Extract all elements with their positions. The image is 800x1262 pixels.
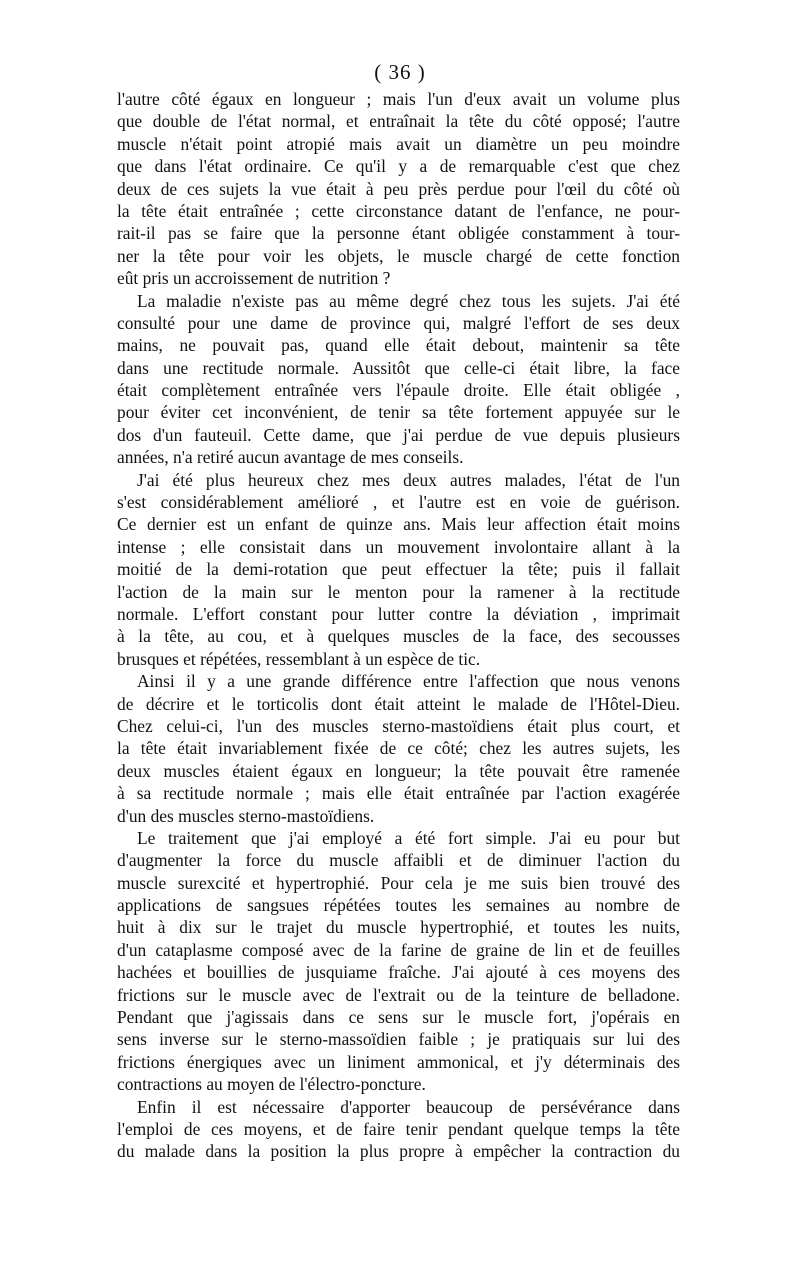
paragraph-end-line: années, n'a retiré aucun avantage de mes conseils. <box>117 447 464 468</box>
paragraph-end-line: eût pris un accroissement de nutrition ? <box>117 268 391 289</box>
paragraph-start-line: Ainsi il y a une grande différence entre l'affection que nous venons <box>137 671 680 692</box>
text-line: d'un cataplasme composé avec de la farine de graine de lin et de feuilles <box>117 939 680 960</box>
paragraph-end-line: brusques et répétées, ressemblant à un espèce de tic. <box>117 648 481 669</box>
text-line: normale. L'effort constant pour lutter contre la déviation , imprimait <box>117 603 680 624</box>
text-line: deux muscles étaient égaux en longueur; la tête pouvait être ramenée <box>117 760 680 781</box>
body-text <box>117 88 680 1163</box>
text-line: huit à dix sur le trajet du muscle hypertrophié, et toutes les nuits, <box>117 917 680 938</box>
text-line: rait-il pas se faire que la personne étant obligée constamment à tour- <box>117 223 680 244</box>
text-line: sens inverse sur le sterno-massoïdien faible ; je pratiquais sur lui des <box>117 1029 680 1050</box>
text-line: hachées et bouillies de jusquiame fraîche. J'ai ajouté à ces moyens des <box>117 962 680 983</box>
text-line: d'augmenter la force du muscle affaibli et de diminuer l'action du <box>117 850 680 871</box>
text-line: Ce dernier est un enfant de quinze ans. Mais leur affection était moins <box>117 514 680 535</box>
paragraph-end-line: d'un des muscles sterno-mastoïdiens. <box>117 805 375 826</box>
text-line: frictions sur le muscle avec de l'extrait ou de la teinture de belladone. <box>117 984 680 1005</box>
text-line: consulté pour une dame de province qui, malgré l'effort de ses deux <box>117 312 680 333</box>
text-line: muscle surexcité et hypertrophié. Pour cela je me suis bien trouvé des <box>117 872 680 893</box>
text-line: ner la tête pour voir les objets, le muscle chargé de cette fonction <box>117 245 680 266</box>
paragraph-end-line: contractions au moyen de l'électro-poncture. <box>117 1074 426 1095</box>
text-line: dans une rectitude normale. Aussitôt que celle-ci était libre, la face <box>117 357 680 378</box>
text-line: la tête était entraînée ; cette circonstance datant de l'enfance, ne pour- <box>117 200 680 221</box>
text-line: deux de ces sujets la vue était à peu près perdue pour l'œil du côté où <box>117 178 680 199</box>
text-line: frictions énergiques avec un liniment ammonical, et j'y déterminais des <box>117 1051 680 1072</box>
paragraph-start-line: Enfin il est nécessaire d'apporter beaucoup de persévérance dans <box>137 1096 680 1117</box>
text-line: dos d'un fauteuil. Cette dame, que j'ai perdue de vue depuis plusieurs <box>117 424 680 445</box>
text-line: Pendant que j'agissais dans ce sens sur le muscle fort, j'opérais en <box>117 1007 680 1028</box>
text-line: du malade dans la position la plus propre à empêcher la contraction du <box>117 1141 680 1162</box>
paragraph-start-line: Le traitement que j'ai employé a été fort simple. J'ai eu pour but <box>137 827 680 848</box>
text-line: à la tête, au cou, et à quelques muscles de la face, des secousses <box>117 626 680 647</box>
page-number: ( 36 ) <box>374 60 426 84</box>
text-line: applications de sangsues répétées toutes les semaines au nombre de <box>117 895 680 916</box>
text-line: moitié de la demi-rotation que peut effectuer la tête; puis il fallait <box>117 559 680 580</box>
text-line: intense ; elle consistait dans un mouvement involontaire allant à la <box>117 536 680 557</box>
paragraph-start-line: J'ai été plus heureux chez mes deux autres malades, l'état de l'un <box>137 469 680 490</box>
text-line: mains, ne pouvait pas, quand elle était debout, maintenir sa tête <box>117 335 680 356</box>
text-line: à sa rectitude normale ; mais elle était entraînée par l'action exagérée <box>117 783 680 804</box>
text-line: l'action de la main sur le menton pour la ramener à la rectitude <box>117 581 680 602</box>
text-line: était complètement entraînée vers l'épaule droite. Elle était obligée , <box>117 380 680 401</box>
paragraph-start-line: La maladie n'existe pas au même degré chez tous les sujets. J'ai été <box>137 290 680 311</box>
text-line: que dans l'état ordinaire. Ce qu'il y a de remarquable c'est que chez <box>117 156 680 177</box>
text-line: s'est considérablement amélioré , et l'autre est en voie de guérison. <box>117 492 680 513</box>
text-line: de décrire et le torticolis dont était atteint le malade de l'Hôtel-Dieu. <box>117 693 680 714</box>
text-line: l'autre côté égaux en longueur ; mais l'un d'eux avait un volume plus <box>117 89 680 109</box>
text-line: pour éviter cet inconvénient, de tenir sa tête fortement appuyée sur le <box>117 402 680 423</box>
text-line: muscle n'était point atropié mais avait un diamètre un peu moindre <box>117 133 680 154</box>
text-line: que double de l'état normal, et entraînait la tête du côté opposé; l'autre <box>117 111 680 132</box>
text-line: Chez celui-ci, l'un des muscles sterno-mastoïdiens était plus court, et <box>117 715 680 736</box>
text-line: la tête était invariablement fixée de ce côté; chez les autres sujets, les <box>117 738 680 759</box>
text-line: l'emploi de ces moyens, et de faire tenir pendant quelque temps la tête <box>117 1118 680 1139</box>
